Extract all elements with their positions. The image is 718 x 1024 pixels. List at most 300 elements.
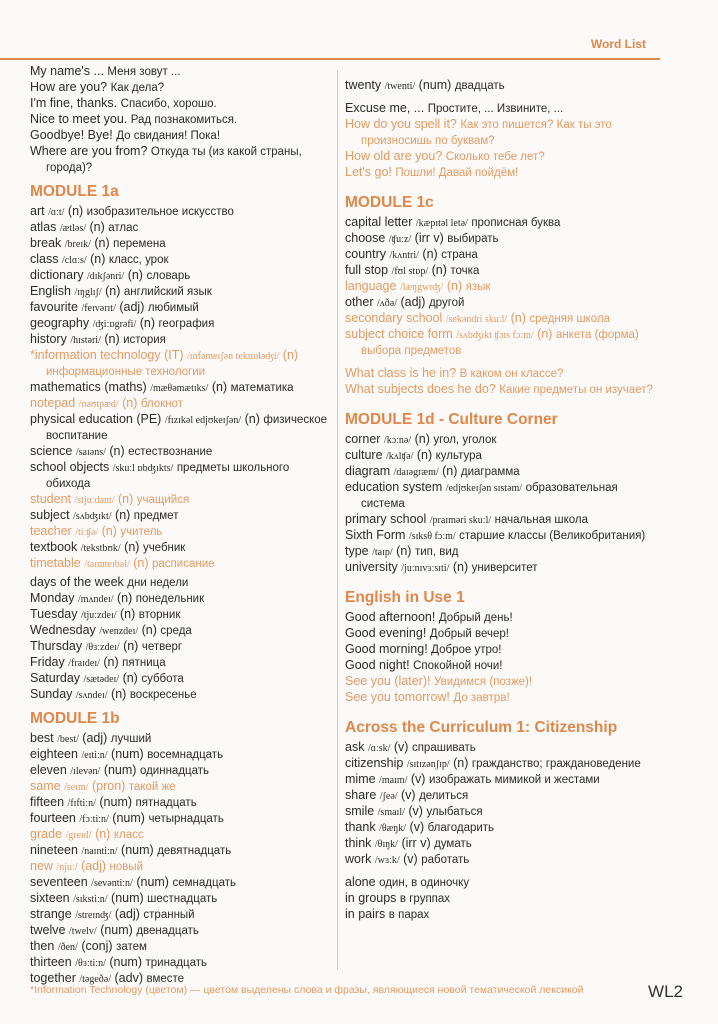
- entry-translation: Спокойной ночи!: [413, 660, 503, 672]
- word-entry: [30, 332, 334, 348]
- entry-translation: в группах: [399, 893, 451, 905]
- entry-part-of-speech: (v): [408, 804, 423, 818]
- word-entry: [345, 263, 655, 279]
- entry-translation: страна: [441, 249, 478, 261]
- entry-word: physical education (PE): [30, 412, 162, 426]
- entry-word: in pairs: [345, 907, 386, 921]
- word-entry: [30, 939, 334, 955]
- entry-translation: восемнадцать: [147, 749, 224, 761]
- entry-translation: физическое воспитание: [46, 414, 328, 442]
- word-entry: [345, 311, 655, 327]
- entry-part-of-speech: (num): [112, 811, 145, 825]
- entry-part-of-speech: (n): [122, 396, 138, 410]
- entry-part-of-speech: (n): [67, 204, 84, 218]
- word-entry: [345, 464, 655, 480]
- entry-word: full stop: [345, 263, 389, 277]
- word-entry: [30, 795, 334, 811]
- entry-part-of-speech: (n): [90, 252, 106, 266]
- entry-transcription: /sɪksθ fɔːm/: [408, 531, 456, 542]
- entry-word: Good night!: [345, 658, 410, 672]
- word-entry: [30, 380, 334, 396]
- entry-transcription: /ɪlevən/: [70, 766, 101, 777]
- entry-transcription: /ɑːsk/: [367, 743, 391, 754]
- word-entry: [30, 64, 334, 80]
- entry-transcription: /nəʊtpæd/: [78, 399, 119, 410]
- entry-word: capital letter: [345, 215, 413, 229]
- entry-translation: в парах: [388, 909, 430, 921]
- entry-translation: работать: [421, 854, 470, 866]
- entry-word: Wednesday: [30, 623, 96, 637]
- entry-translation: одиннадцать: [139, 765, 210, 777]
- entry-word: share: [345, 788, 377, 802]
- entry-transcription: /sʌndeɪ/: [75, 690, 108, 701]
- entry-translation: Добрый день!: [438, 612, 513, 624]
- entry-translation: пятнадцать: [135, 797, 197, 809]
- word-entry: [345, 610, 655, 626]
- word-section: [345, 366, 655, 398]
- entry-word: See you (later)!: [345, 674, 431, 688]
- entry-word: new: [30, 859, 53, 873]
- entry-translation: география: [158, 318, 215, 330]
- entry-translation: Увидимся (позже)!: [433, 676, 533, 688]
- entry-part-of-speech: (n): [422, 247, 438, 261]
- entry-translation: Откуда ты (из какой страны, города)?: [46, 146, 302, 174]
- word-entry: [345, 101, 655, 117]
- entry-word: subject choice form: [345, 327, 453, 341]
- word-section: [345, 193, 655, 359]
- entry-transcription: /juːnɪvɜːsɪti/: [401, 563, 450, 574]
- entry-part-of-speech: (n): [141, 623, 157, 637]
- entry-word: twelve: [30, 923, 66, 937]
- entry-translation: изобразительное искусство: [86, 206, 234, 218]
- word-entry: [345, 295, 655, 311]
- word-entry: [30, 412, 334, 444]
- word-entry: [30, 747, 334, 763]
- entry-transcription: /breɪk/: [64, 239, 91, 250]
- word-entry: [30, 607, 334, 623]
- entry-transcription: /ɪŋglɪʃ/: [74, 287, 102, 298]
- word-section: [345, 875, 655, 923]
- entry-transcription: /ʧuːz/: [388, 234, 412, 245]
- word-section: [30, 709, 334, 987]
- entry-word: primary school: [345, 512, 427, 526]
- word-entry: [30, 731, 334, 747]
- entry-word: notepad: [30, 396, 76, 410]
- entry-word: country: [345, 247, 386, 261]
- word-section: [345, 588, 655, 706]
- entry-translation: прописная буква: [471, 217, 561, 229]
- word-entry: [345, 772, 655, 788]
- entry-word: English: [30, 284, 71, 298]
- entry-part-of-speech: (conj): [81, 939, 113, 953]
- entry-transcription: /tiːʧə/: [75, 527, 99, 538]
- entry-transcription: /θæŋk/: [379, 823, 407, 834]
- entry-word: Thursday: [30, 639, 83, 653]
- entry-translation: думать: [434, 838, 472, 850]
- entry-transcription: /seɪm/: [64, 782, 89, 793]
- entry-word: grade: [30, 827, 62, 841]
- entry-part-of-speech: (num): [109, 955, 142, 969]
- entry-part-of-speech: (n): [133, 556, 149, 570]
- entry-part-of-speech: (n): [105, 284, 121, 298]
- word-entry: [30, 639, 334, 655]
- entry-transcription: /θɜːtiːn/: [75, 958, 106, 969]
- entry-part-of-speech: (n): [431, 263, 447, 277]
- entry-word: Sixth Form: [345, 528, 406, 542]
- entry-part-of-speech: (adj): [82, 731, 108, 745]
- word-entry: [345, 756, 655, 772]
- entry-transcription: /təgeðə/: [79, 974, 112, 985]
- entry-translation: выбирать: [447, 233, 499, 245]
- word-entry: [30, 891, 334, 907]
- word-section: [345, 410, 655, 576]
- entry-translation: Спасибо, хорошо.: [120, 98, 217, 110]
- word-entry: [30, 540, 334, 556]
- entry-transcription: /sætədeɪ/: [83, 674, 120, 685]
- entry-part-of-speech: (num): [418, 78, 452, 92]
- word-entry: [345, 512, 655, 528]
- entry-word: in groups: [345, 891, 397, 905]
- entry-word: fifteen: [30, 795, 65, 809]
- word-entry: [30, 492, 334, 508]
- entry-part-of-speech: (irr v): [414, 231, 444, 245]
- entry-part-of-speech: (n): [95, 827, 111, 841]
- entry-part-of-speech: (n): [510, 311, 526, 325]
- entry-transcription: /sɪtɪzənʃɪp/: [406, 759, 450, 770]
- word-entry: [30, 112, 334, 128]
- entry-transcription: /greɪd/: [65, 830, 92, 841]
- entry-part-of-speech: (adj): [400, 295, 426, 309]
- word-entry: [30, 811, 334, 827]
- entry-word: Friday: [30, 655, 65, 669]
- entry-part-of-speech: (v): [401, 788, 416, 802]
- word-entry: [345, 674, 655, 690]
- entry-translation: Меня зовут ...: [107, 66, 181, 78]
- entry-translation: вместе: [146, 973, 185, 985]
- entry-part-of-speech: (v): [409, 820, 425, 834]
- entry-translation: девятнадцать: [157, 845, 232, 857]
- word-entry: [345, 690, 655, 706]
- entry-translation: гражданство; граждановедение: [471, 758, 641, 770]
- entry-word: education system: [345, 480, 443, 494]
- word-entry: [30, 687, 334, 703]
- entry-word: break: [30, 236, 62, 250]
- entry-part-of-speech: (n): [139, 316, 155, 330]
- entry-translation: учитель: [120, 526, 163, 538]
- entry-translation: перемена: [113, 238, 166, 250]
- entry-translation: образовательная система: [361, 482, 618, 510]
- entry-word: mathematics (maths): [30, 380, 147, 394]
- entry-word: Monday: [30, 591, 75, 605]
- entry-part-of-speech: (n): [452, 560, 469, 574]
- entry-translation: атлас: [108, 222, 139, 234]
- entry-part-of-speech: (n): [396, 544, 412, 558]
- word-entry: [345, 165, 655, 181]
- entry-transcription: /streɪnʤ/: [75, 910, 112, 921]
- entry-transcription: /mæθəmætɪks/: [150, 383, 209, 394]
- entry-transcription: /edjʊkeɪʃən sɪstəm/: [445, 483, 523, 494]
- entry-transcription: /mʌndeɪ/: [77, 594, 114, 605]
- entry-part-of-speech: (n): [104, 332, 120, 346]
- word-entry: [30, 444, 334, 460]
- entry-word: Good morning!: [345, 642, 428, 656]
- entry-word: smile: [345, 804, 375, 818]
- word-entry: [345, 804, 655, 820]
- entry-translation: английский язык: [123, 286, 212, 298]
- footnote: *Information Technology (цветом) — цветом выделены слова и фразы, являющиеся новой тематической лексикой: [30, 984, 584, 996]
- entry-translation: изображать мимикой и жестами: [428, 774, 600, 786]
- entry-word: science: [30, 444, 73, 458]
- word-entry: [30, 623, 334, 639]
- word-entry: [345, 891, 655, 907]
- word-section: [30, 182, 334, 572]
- entry-translation: Пошли! Давай пойдём!: [395, 167, 519, 179]
- word-entry: [30, 144, 334, 176]
- entry-translation: Какие предметы он изучает?: [499, 384, 653, 396]
- entry-word: eleven: [30, 763, 67, 777]
- entry-transcription: /ʤiːɒgrəfi/: [92, 319, 137, 330]
- entry-translation: четырнадцать: [148, 813, 224, 825]
- entry-word: fourteen: [30, 811, 76, 825]
- entry-translation: понедельник: [135, 593, 205, 605]
- word-entry: [345, 875, 655, 891]
- entry-translation: Как это пишется? Как ты это произносишь по буквам?: [361, 119, 612, 147]
- entry-word: ask: [345, 740, 365, 754]
- entry-translation: дни недели: [127, 577, 189, 589]
- entry-word: corner: [345, 432, 381, 446]
- word-entry: [30, 96, 334, 112]
- entry-word: dictionary: [30, 268, 84, 282]
- entry-transcription: /taɪp/: [372, 547, 393, 558]
- entry-word: university: [345, 560, 398, 574]
- entry-part-of-speech: (n): [442, 464, 458, 478]
- entry-part-of-speech: (n): [101, 524, 117, 538]
- word-entry: [345, 528, 655, 544]
- section-heading: MODULE 1c: [345, 194, 434, 211]
- entry-part-of-speech: (n): [103, 655, 119, 669]
- page-number: WL2: [648, 982, 683, 1001]
- entry-translation: точка: [450, 265, 480, 277]
- entry-translation: двенадцать: [136, 925, 199, 937]
- entry-translation: блокнот: [140, 398, 183, 410]
- word-entry: [345, 78, 655, 94]
- entry-part-of-speech: (irr v): [401, 836, 431, 850]
- entry-part-of-speech: (v): [410, 772, 426, 786]
- entry-translation: учащийся: [136, 494, 190, 506]
- entry-translation: Доброе утро!: [431, 644, 502, 656]
- word-entry: [30, 575, 334, 591]
- entry-translation: класс: [113, 829, 144, 841]
- entry-transcription: /eɪtiːn/: [81, 750, 108, 761]
- word-entry: [345, 231, 655, 247]
- entry-word: Excuse me, ...: [345, 101, 425, 115]
- entry-translation: культура: [435, 450, 482, 462]
- entry-word: favourite: [30, 300, 78, 314]
- word-entry: [30, 524, 334, 540]
- word-entry: [30, 284, 334, 300]
- entry-transcription: /feɪvərɪt/: [81, 303, 116, 314]
- entry-word: What class is he in?: [345, 366, 457, 380]
- entry-translation: предмет: [133, 510, 179, 522]
- entry-translation: шестнадцать: [147, 893, 218, 905]
- entry-word: choose: [345, 231, 386, 245]
- word-entry: [345, 626, 655, 642]
- entry-word: diagram: [345, 464, 391, 478]
- entry-word: timetable: [30, 556, 81, 570]
- word-section: [345, 78, 655, 94]
- entry-part-of-speech: (n): [414, 432, 430, 446]
- entry-translation: Как дела?: [110, 82, 165, 94]
- entry-part-of-speech: (num): [111, 747, 144, 761]
- word-entry: [345, 907, 655, 923]
- entry-translation: улыбаться: [426, 806, 483, 818]
- entry-word: thirteen: [30, 955, 72, 969]
- entry-translation: средняя школа: [529, 313, 611, 325]
- entry-translation: В каком он классе?: [459, 368, 564, 380]
- entry-translation: другой: [428, 297, 465, 309]
- entry-transcription: /kæpɪtəl letə/: [415, 218, 468, 229]
- entry-transcription: /maɪm/: [379, 775, 408, 786]
- word-entry: [345, 149, 655, 165]
- word-entry: [345, 740, 655, 756]
- word-entry: [345, 279, 655, 295]
- entry-word: sixteen: [30, 891, 70, 905]
- entry-transcription: /tjuːzdeɪ/: [80, 610, 117, 621]
- entry-transcription: /twelv/: [68, 926, 97, 937]
- entry-translation: диаграмма: [460, 466, 520, 478]
- entry-translation: любимый: [147, 302, 199, 314]
- word-entry: [345, 215, 655, 231]
- entry-part-of-speech: (num): [99, 795, 133, 809]
- entry-word: seventeen: [30, 875, 88, 889]
- entry-translation: новый: [109, 861, 144, 873]
- entry-transcription: /θɜːzdeɪ/: [85, 642, 120, 653]
- entry-translation: старшие классы (Великобритания): [459, 530, 646, 542]
- word-entry: [345, 658, 655, 674]
- entry-part-of-speech: (adj): [119, 300, 145, 314]
- entry-word: geography: [30, 316, 90, 330]
- entry-word: Tuesday: [30, 607, 78, 621]
- entry-word: type: [345, 544, 369, 558]
- entry-transcription: /θɪŋk/: [374, 839, 398, 850]
- entry-translation: анкета (форма) выбора предметов: [361, 329, 639, 357]
- entry-translation: угол, уголок: [433, 434, 497, 446]
- entry-part-of-speech: (n): [416, 448, 433, 462]
- entry-word: language: [345, 279, 397, 293]
- entry-part-of-speech: (n): [120, 607, 136, 621]
- entry-translation: лучший: [110, 733, 152, 745]
- section-heading: MODULE 1a: [30, 183, 119, 200]
- word-entry: [30, 655, 334, 671]
- word-entry: [30, 955, 334, 971]
- section-heading: MODULE 1d - Culture Corner: [345, 411, 558, 428]
- entry-part-of-speech: (n): [117, 591, 133, 605]
- entry-transcription: /fɪftiːn/: [67, 798, 96, 809]
- entry-translation: Сколько тебе лет?: [445, 151, 545, 163]
- word-entry: [30, 80, 334, 96]
- entry-word: Where are you from?: [30, 144, 148, 158]
- entry-word: together: [30, 971, 76, 985]
- entry-word: work: [345, 852, 372, 866]
- entry-translation: двадцать: [454, 80, 505, 92]
- word-entry: [345, 480, 655, 512]
- entry-word: My name's ...: [30, 64, 104, 78]
- entry-word: days of the week: [30, 575, 124, 589]
- entry-part-of-speech: (num): [121, 843, 154, 857]
- entry-transcription: /kʌntri/: [389, 250, 419, 261]
- entry-word: atlas: [30, 220, 57, 234]
- entry-translation: затем: [116, 941, 147, 953]
- entry-transcription: /fraɪdeɪ/: [68, 658, 100, 669]
- entry-word: other: [345, 295, 374, 309]
- entry-transcription: /ðen/: [57, 942, 78, 953]
- word-entry: [30, 923, 334, 939]
- entry-part-of-speech: (n): [282, 348, 299, 362]
- entry-word: How are you?: [30, 80, 108, 94]
- word-entry: [30, 236, 334, 252]
- entry-part-of-speech: (n): [244, 412, 260, 426]
- entry-part-of-speech: (num): [100, 923, 133, 937]
- entry-transcription: /smaɪl/: [377, 807, 405, 818]
- entry-part-of-speech: (n): [109, 444, 125, 458]
- entry-translation: класс, урок: [108, 254, 169, 266]
- word-entry: [30, 763, 334, 779]
- word-entry: [345, 642, 655, 658]
- entry-translation: учебник: [142, 542, 186, 554]
- entry-word: Nice to meet you.: [30, 112, 128, 126]
- entry-transcription: /læŋgwɪʤ/: [399, 282, 444, 293]
- entry-word: I'm fine, thanks.: [30, 96, 118, 110]
- entry-word: Sunday: [30, 687, 73, 701]
- entry-part-of-speech: (n): [111, 687, 127, 701]
- header-rule: [0, 58, 660, 60]
- entry-part-of-speech: (n): [94, 236, 110, 250]
- word-entry: [30, 348, 334, 380]
- entry-translation: такой же: [128, 781, 176, 793]
- entry-translation: предметы школьного обихода: [46, 462, 290, 490]
- entry-word: eighteen: [30, 747, 78, 761]
- word-section: [345, 101, 655, 181]
- entry-transcription: /njuː/: [56, 862, 78, 873]
- entry-translation: начальная школа: [494, 514, 589, 526]
- entry-word: same: [30, 779, 61, 793]
- entry-transcription: /kɔːnə/: [383, 435, 412, 446]
- entry-word: *information technology (IT): [30, 348, 184, 362]
- entry-part-of-speech: (num): [136, 875, 169, 889]
- entry-transcription: /ɪnfəmeɪʃən teknɒləʤi/: [187, 351, 280, 362]
- entry-part-of-speech: (v): [393, 740, 409, 754]
- entry-part-of-speech: (pron): [92, 779, 126, 793]
- entry-translation: один, в одиночку: [379, 877, 470, 889]
- entry-part-of-speech: (v): [403, 852, 418, 866]
- entry-transcription: /stjuːdənt/: [74, 495, 115, 506]
- entry-transcription: /sʌbʤɪkt/: [73, 511, 112, 522]
- entry-translation: тип, вид: [414, 546, 459, 558]
- entry-transcription: /wenzdeɪ/: [99, 626, 139, 637]
- entry-transcription: /ætləs/: [59, 223, 87, 234]
- word-entry: [345, 544, 655, 560]
- entry-word: What subjects does he do?: [345, 382, 496, 396]
- entry-word: teacher: [30, 524, 72, 538]
- entry-word: best: [30, 731, 54, 745]
- word-entry: [345, 852, 655, 868]
- entry-part-of-speech: (n): [537, 327, 553, 341]
- word-entry: [30, 907, 334, 923]
- entry-part-of-speech: (num): [111, 891, 144, 905]
- word-entry: [345, 247, 655, 263]
- entry-transcription: /ɑːt/: [48, 207, 65, 218]
- entry-translation: Рад познакомиться.: [130, 114, 238, 126]
